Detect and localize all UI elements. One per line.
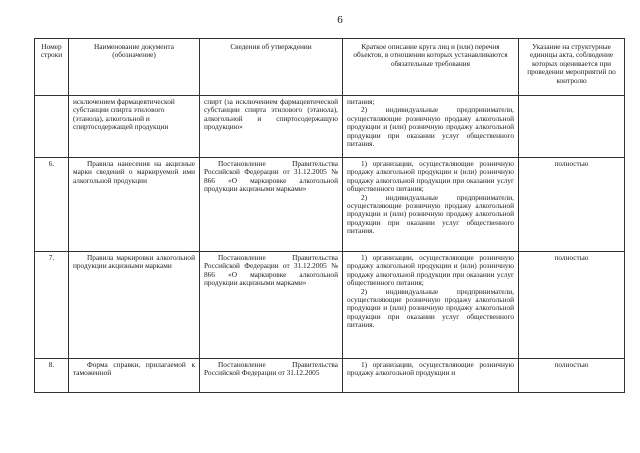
structural-units: полностью	[519, 252, 625, 359]
description-item: 2) индивидуальные предприниматели, осуществляющие розничную продажу алкогольной продукции и (или) розничную продажу алкогольной продукции при оказании услуг общественного питания.	[347, 105, 514, 149]
description	[343, 158, 519, 252]
table-row	[35, 96, 625, 158]
document-name: Правила нанесения на акцизные марки сведений о маркируемой ими алкогольной продукции	[69, 158, 200, 252]
table-row	[35, 252, 625, 359]
header-structural-units: Указание на структурные единицы акта, соблюдение которых оценивается при проведении мероприятий по контролю	[519, 39, 625, 96]
description-item: 1) организации, осуществляющие розничную продажу алкогольной продукции и (или) розничную продажу алкогольной продукции при оказании услуг общественного питания;	[347, 253, 514, 288]
row-number: 8.	[35, 359, 69, 393]
description-item: 1) организации, осуществляющие розничную продажу алкогольной продукции и	[347, 360, 514, 378]
document-name: Правила маркировки алкогольной продукции акцизными марками	[69, 252, 200, 359]
document-name: Форма справки, прилагаемой к таможенной	[69, 359, 200, 393]
header-document-name: Наименование документа (обозначение)	[69, 39, 200, 96]
approval-info: Постановление Правительства Российской Федерации от 31.12.2005 № 866 «О маркировке алкогольной продукции акцизными марками»	[200, 158, 343, 252]
approval-info: Постановление Правительства Российской Федерации от 31.12.2005	[200, 359, 343, 393]
description	[343, 359, 519, 393]
description	[343, 96, 519, 158]
approval-info: Постановление Правительства Российской Федерации от 31.12.2005 № 866 «О маркировке алкогольной продукции акцизными марками»	[200, 252, 343, 359]
description-item: питания;	[347, 97, 375, 106]
approval-info: спирт (за исключением фармацевтической субстанции спирта этилового (этанола), алкогольной и спиртосодержащую продукцию»	[200, 96, 343, 158]
description-item: 1) организации, осуществляющие розничную продажу алкогольной продукции и (или) розничную продажу алкогольной продукции при оказании услуг общественного питания;	[347, 159, 514, 194]
description-item: 2) индивидуальные предприниматели, осуществляющие розничную продажу алкогольной продукции и (или) розничную продажу алкогольной продукции при оказании услуг общественного питания.	[347, 192, 514, 236]
table-row	[35, 359, 625, 393]
page-number: 6	[337, 14, 343, 26]
header-row-number: Номер строки	[35, 39, 69, 96]
table-row	[35, 158, 625, 252]
structural-units: полностью	[519, 158, 625, 252]
document-name: исключением фармацевтической субстанции спирта этилового (этанола), алкогольной и спиртосодержащей продукции	[69, 96, 200, 158]
row-number: 7.	[35, 252, 69, 359]
header-description: Краткое описание круга лиц и (или) перечня объектов, в отношении которых устанавливаются обязательные требования	[343, 39, 519, 96]
requirements-table	[34, 38, 625, 393]
description	[343, 252, 519, 359]
table-header-row	[35, 39, 625, 96]
header-approval-info: Сведения об утверждении	[200, 39, 343, 96]
description-item: 2) индивидуальные предприниматели, осуществляющие розничную продажу алкогольной продукции и (или) розничную продажу алкогольной продукции при оказании услуг общественного питания.	[347, 286, 514, 330]
row-number: 6.	[35, 158, 69, 252]
structural-units: полностью	[519, 359, 625, 393]
structural-units	[519, 96, 625, 158]
row-number	[35, 96, 69, 158]
